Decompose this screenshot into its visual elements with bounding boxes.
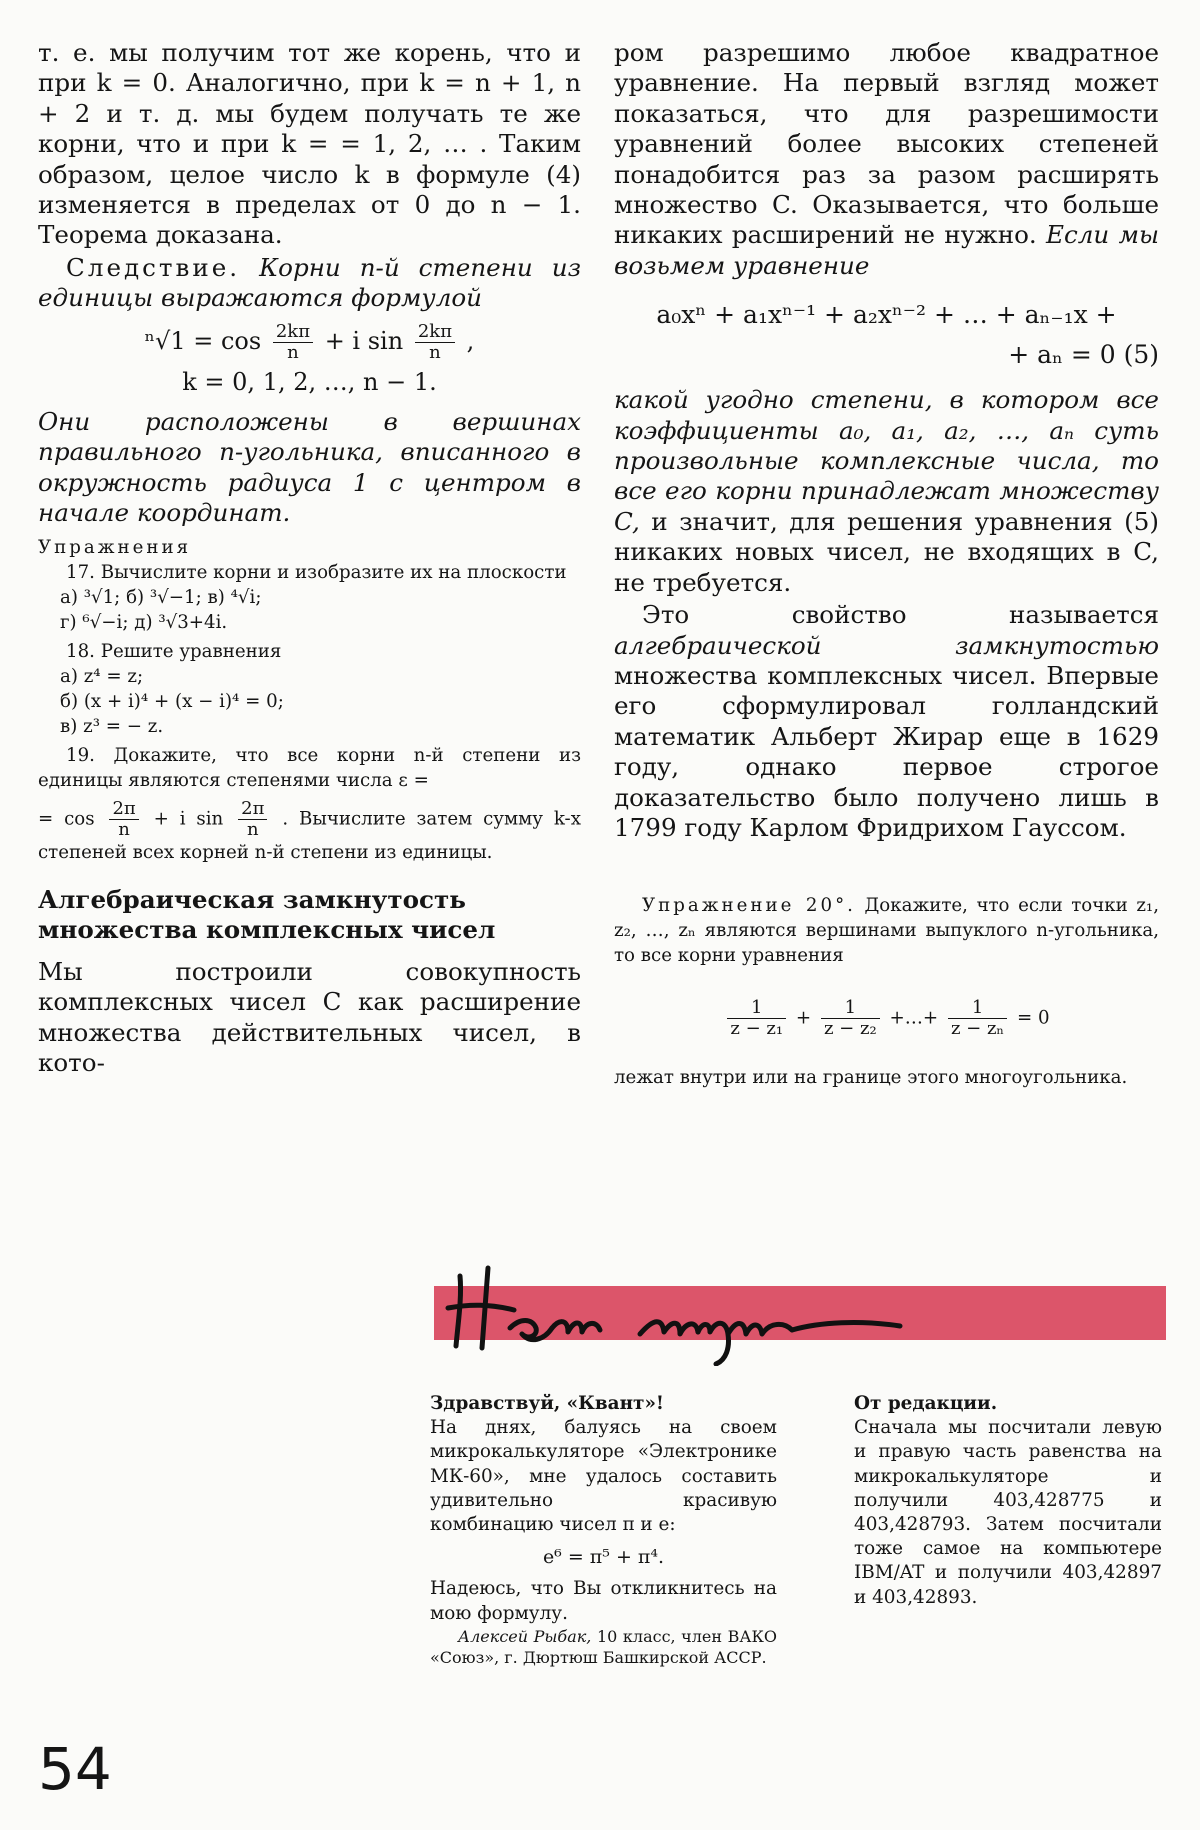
- letter-author: Алексей Рыбак,: [458, 1626, 592, 1646]
- ex19-fraction-2: [238, 799, 267, 840]
- page-number: 54: [38, 1735, 112, 1803]
- reply-text: Сначала мы посчитали левую и правую часть равенства на микрокалькуляторе и получили 403,428775 и 403,428793. Затем посчитали тоже самое на компьютере IBM/AT и получили 403,42897 и 403,42893.: [854, 1417, 1162, 1608]
- formula-end: ,: [466, 326, 475, 355]
- equation-line-1: a₀xⁿ + a₁xⁿ⁻¹ + a₂xⁿ⁻² + … + aₙ₋₁x +: [656, 300, 1117, 330]
- left-column: [38, 38, 581, 1078]
- formula-fraction-2: [415, 322, 455, 363]
- letter-formula: e⁶ = π⁵ + π⁴.: [542, 1546, 665, 1569]
- corollary-text: Корни n-й степени из единицы выражаются формулой: [38, 252, 581, 313]
- polygon-paragraph: Они расположены в вершинах правильного n-угольника, вписанного в окружность радиуса 1 с центром в начале координат.: [38, 407, 581, 528]
- property-text-a: Это свойство называется: [642, 600, 1159, 630]
- reader-letter: [430, 1392, 777, 1668]
- closure-theorem-tail: и значит, для решения уравнения (5) никаких новых чисел, не входящих в C, не требуется.: [614, 506, 1159, 597]
- polynomial-equation: [614, 295, 1159, 375]
- frac-den: n: [118, 818, 130, 840]
- exercise-18-b: б) (x + i)⁴ + (x − i)⁴ = 0;: [60, 690, 284, 712]
- closure-theorem-paragraph: [614, 385, 1159, 598]
- theorem-ending-paragraph: т. е. мы получим тот же корень, что и при k = 0. Аналогично, при k = n + 1, n + 2 и т. д. мы будем получать те же корни, что и при k = = 1, 2, … . Таким образом, целое число k в формуле (4) изменяется в пределах от 0 до n − 1. Теорема доказана.: [38, 38, 581, 250]
- reply-title: От редакции.: [854, 1393, 998, 1414]
- exercise-17: 17. Вычислите корни и изобразите их на плоскости: [66, 561, 567, 583]
- ex20-dots: +…+: [889, 1007, 939, 1029]
- extension-italic: Если мы возьмем уравнение: [614, 220, 1159, 280]
- letter-signature: [430, 1626, 777, 1668]
- exercise-18-a: а) z⁴ = z;: [60, 665, 144, 687]
- letter-greeting: Здравствуй, «Квант»!: [430, 1393, 665, 1414]
- frac-den: z − z₁: [730, 1018, 784, 1040]
- ex20-fraction-3: [948, 998, 1007, 1039]
- exercise-18-c: в) z³ = − z.: [60, 715, 164, 737]
- ex20-plus: +: [795, 1007, 812, 1029]
- property-text-b: множества комплексных чисел. Впервые его сформулировал голландский математик Альберт Жирар еще в 1629 году, однако первое строгое доказательство было получено лишь в 1799 году Карлом Фридрихом Гауссом.: [614, 660, 1159, 842]
- frac-den: n: [429, 341, 441, 363]
- frac-den: n: [287, 341, 299, 363]
- property-italic: алгебраической замкнутостью: [614, 630, 1159, 660]
- exercise-20-tail: лежат внутри или на границе этого многоугольника.: [614, 1067, 1128, 1089]
- frac-num: 1: [948, 998, 1007, 1019]
- right-column: [614, 38, 1159, 1090]
- exercise-18: 18. Решите уравнения: [66, 640, 282, 662]
- ex20-eq: = 0: [1017, 1007, 1050, 1029]
- ex20-fraction-1: [727, 998, 786, 1039]
- frac-num: 2π: [109, 799, 138, 820]
- frac-den: z − zₙ: [950, 1018, 1005, 1040]
- ex19-eq: = cos: [38, 808, 95, 830]
- letter-closing: Надеюсь, что Вы откликнитесь на мою формулу.: [430, 1578, 777, 1624]
- frac-num: 2π: [238, 799, 267, 820]
- exercise-19: 19. Докажите, что все корни n-й степени из единицы являются степенями числа ε =: [38, 744, 581, 791]
- corollary-label: Следствие.: [66, 252, 241, 282]
- formula-k-range: k = 0, 1, 2, …, n − 1.: [182, 367, 437, 396]
- exercise-20-label: Упражнение 20°.: [642, 895, 856, 917]
- ex20-fraction-2: [821, 998, 880, 1039]
- roots-of-unity-formula: [38, 322, 581, 363]
- frac-den: n: [247, 818, 259, 840]
- letter-author-info: 10 класс, член ВАКО «Союз», г. Дюртюш Башкирской АССР.: [430, 1626, 778, 1667]
- exercise-19-formula: [38, 799, 581, 865]
- formula-fraction-1: [273, 322, 313, 363]
- letter-body: На днях, балуясь на своем микрокалькуляторе «Электронике МК-60», мне удалось составить удивительно красивую комбинацию чисел π и e:: [430, 1417, 777, 1536]
- closure-theorem-italic: какой угодно степени, в котором все коэффициенты a₀, a₁, a₂, …, aₙ суть произвольные комплексные числа, то все его корни принадлежат множеству C,: [614, 385, 1159, 536]
- frac-den: z − z₂: [823, 1018, 877, 1040]
- exercise-20-formula: [614, 998, 1159, 1039]
- ex19-mid: + i sin: [153, 808, 224, 830]
- ex19-tail: . Вычислите затем сумму k-х степеней всех корней n-й степени из единицы.: [38, 808, 581, 863]
- exercise-20: [614, 893, 1159, 968]
- formula-mid: + i sin: [324, 326, 404, 355]
- exercise-20-block: [614, 893, 1159, 1090]
- ex19-fraction-1: [109, 799, 138, 840]
- formula-root: ⁿ√1 = cos: [144, 326, 262, 355]
- closure-intro-paragraph: Мы построили совокупность комплексных чисел C как расширение множества действительных чисел, в кото-: [38, 956, 581, 1077]
- frac-num: 2kπ: [415, 322, 455, 343]
- section-heading: Алгебраическая замкнутость множества комплексных чисел: [38, 884, 496, 944]
- frac-num: 1: [821, 998, 880, 1019]
- exercise-17-items-a: а) ³√1; б) ³√−1; в) ⁴√i;: [60, 586, 262, 608]
- editorial-reply: [854, 1392, 1162, 1610]
- frac-num: 2kπ: [273, 322, 313, 343]
- girard-gauss-paragraph: [614, 600, 1159, 843]
- corollary-paragraph: [38, 253, 581, 314]
- extension-text: ром разрешимо любое квадратное уравнение. На первый взгляд может показаться, что для разрешимости уравнений более высоких степеней понадобится раз за разом расширять множество C. Оказывается, что больше никаких расширений не нужно.: [614, 38, 1159, 250]
- equation-line-2: + aₙ = 0 (5): [1008, 340, 1159, 370]
- exercises-block: [38, 535, 581, 865]
- handwritten-title-icon: [440, 1248, 910, 1366]
- exercise-17-items-b: г) ⁶√−i; д) ³√3+4i.: [60, 611, 228, 633]
- exercise-20-text: Докажите, что если точки z₁, z₂, …, zₙ являются вершинами выпуклого n-угольника, то все корни уравнения: [614, 895, 1159, 967]
- extension-paragraph: [614, 38, 1159, 281]
- frac-num: 1: [727, 998, 786, 1019]
- exercises-header: Упражнения: [38, 536, 192, 558]
